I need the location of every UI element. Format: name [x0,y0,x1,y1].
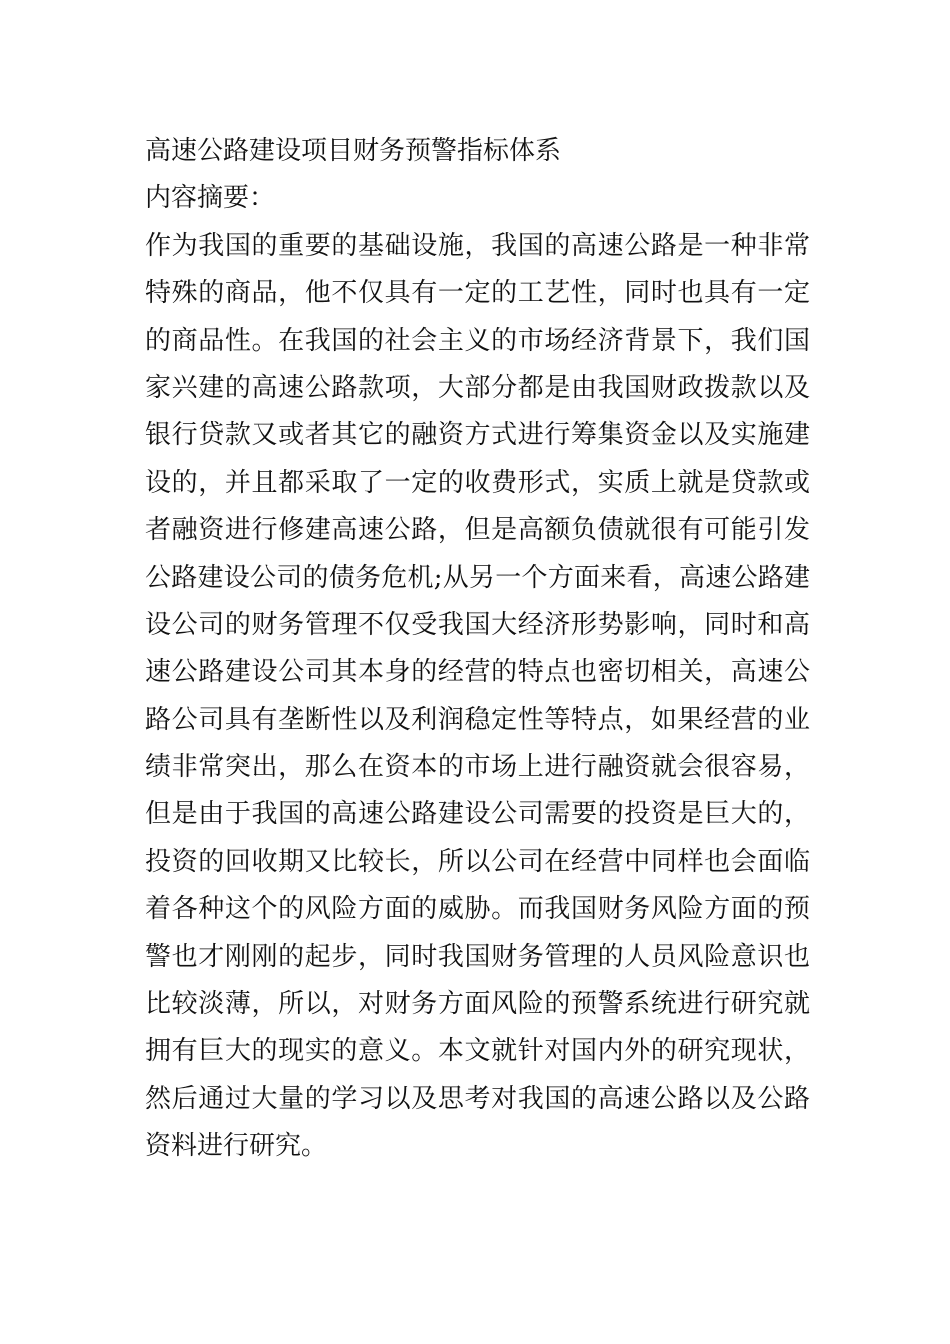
abstract-heading: 内容摘要： [145,183,276,214]
abstract-line: 比较淡薄，所以，对财务方面风险的预警系统进行研究就 [145,989,810,1020]
abstract-line: 但是由于我国的高速公路建设公司需要的投资是巨大的， [145,799,810,830]
abstract-line: 投资的回收期又比较长，所以公司在经营中同样也会面临 [145,846,810,877]
abstract-line: 者融资进行修建高速公路，但是高额负债就很有可能引发 [145,515,810,546]
abstract-line: 家兴建的高速公路款项，大部分都是由我国财政拨款以及 [145,372,810,403]
document-body [145,128,810,1171]
abstract-line: 银行贷款又或者其它的融资方式进行筹集资金以及实施建 [145,420,810,451]
abstract-line: 拥有巨大的现实的意义。本文就针对国内外的研究现状， [145,1036,810,1067]
abstract-line: 的商品性。在我国的社会主义的市场经济背景下，我们国 [145,325,810,356]
abstract-line: 公路建设公司的债务危机;从另一个方面来看，高速公路建 [145,562,810,593]
abstract-line: 然后通过大量的学习以及思考对我国的高速公路以及公路 [145,1083,810,1114]
abstract-line: 速公路建设公司其本身的经营的特点也密切相关，高速公 [145,657,810,688]
abstract-line: 绩非常突出，那么在资本的市场上进行融资就会很容易， [145,752,810,783]
abstract-line: 路公司具有垄断性以及利润稳定性等特点，如果经营的业 [145,704,810,735]
abstract-line: 设公司的财务管理不仅受我国大经济形势影响，同时和高 [145,609,810,640]
abstract-line-last: 资料进行研究。 [145,1131,328,1162]
abstract-line: 特殊的商品，他不仅具有一定的工艺性，同时也具有一定 [145,278,810,309]
abstract-line: 设的，并且都采取了一定的收费形式，实质上就是贷款或 [145,467,810,498]
abstract-line: 警也才刚刚的起步，同时我国财务管理的人员风险意识也 [145,941,810,972]
abstract-paragraph [145,223,810,1171]
abstract-line: 着各种这个的风险方面的威胁。而我国财务风险方面的预 [145,894,810,925]
document-title: 高速公路建设项目财务预警指标体系 [145,136,562,166]
abstract-line: 作为我国的重要的基础设施，我国的高速公路是一种非常 [145,230,810,261]
